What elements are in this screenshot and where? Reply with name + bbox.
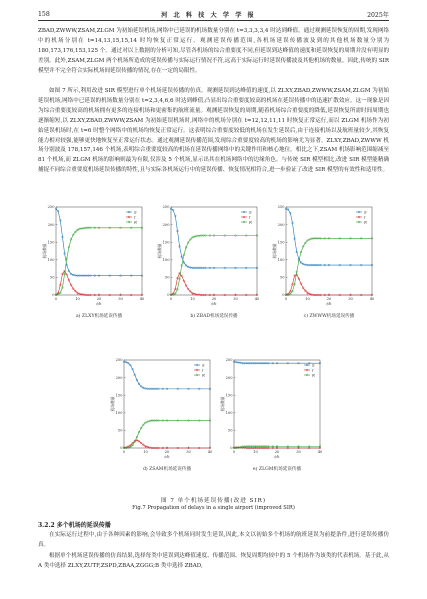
chart-panel-d bbox=[108, 356, 218, 484]
body-paragraph-1: ZBAD,ZWWW,ZSAM,ZLGM 为初始延误机场,网络中已延误的机场数量分别在 t=3,3,3,3,4 时达到峰值。通过观测延误恢复的周期,发现网络中的机场分别在 t=14,13,15,15,14 时均恢复正常运行。观测延误传播范围,各机场延误传播波及到的其他机场数量分别为 180,173,176,153,125 个。通过对以上数据的分析可知,尽管各机场的综合重要度不同,但延误到达峰值的速度和延误恢复的周期并没有明显的差别。此外,ZSAM,ZLGM 两个机场所造成的延误传播与实际运行情况不符,远高于实际运行时延误传播波及其他机场的数量。因此,传统的 SIR 模型并不完全符合实际机场间延误传播的情况,存在一定的局限性。 bbox=[38, 28, 389, 74]
legend-entry: S bbox=[312, 362, 315, 368]
y-tick-label: 200 bbox=[162, 222, 170, 227]
y-axis-label: 机场数量 bbox=[272, 243, 277, 259]
series-line-R bbox=[171, 236, 257, 295]
y-tick-label: 200 bbox=[47, 222, 55, 227]
legend-entry: I bbox=[134, 214, 136, 220]
figure-caption-cn: 图 7 单个机场延误传播(改进 SIR) bbox=[160, 498, 267, 504]
series-line-S bbox=[234, 362, 320, 363]
series-line-I bbox=[171, 273, 257, 295]
legend-entry: S bbox=[364, 209, 367, 215]
y-tick-label: 250 bbox=[162, 205, 170, 210]
journal-year: 2025年 bbox=[367, 11, 389, 19]
y-tick-label: 50 bbox=[117, 428, 123, 433]
chart-panel-e bbox=[218, 356, 328, 484]
y-tick-label: 100 bbox=[225, 411, 233, 415]
x-tick-label: 20 bbox=[96, 297, 102, 301]
legend-entry: S bbox=[249, 209, 252, 215]
legend-entry: S bbox=[134, 209, 137, 215]
y-tick-label: 150 bbox=[162, 240, 170, 245]
y-tick-label: 50 bbox=[227, 428, 233, 433]
chart-svg-a bbox=[40, 203, 150, 331]
y-tick-label: 0 bbox=[120, 446, 123, 451]
chart-panel-a bbox=[40, 203, 150, 331]
series-line-R bbox=[286, 238, 372, 295]
x-tick-label: 0 bbox=[232, 450, 236, 454]
sub-caption: c) ZWWW机场延误传播 bbox=[303, 314, 355, 319]
x-tick-label: 0 bbox=[122, 450, 126, 454]
y-tick-label: 250 bbox=[225, 358, 233, 363]
x-axis-label: t/h bbox=[326, 301, 332, 306]
y-axis-label: 机场数量 bbox=[157, 243, 162, 259]
x-axis-label: t/h bbox=[96, 301, 102, 306]
x-tick-label: 10 bbox=[253, 450, 258, 454]
series-line-R bbox=[56, 228, 142, 295]
chart-svg-e bbox=[218, 356, 328, 484]
header-rule bbox=[38, 20, 389, 21]
x-tick-label: 30 bbox=[118, 297, 123, 301]
legend-entry: R bbox=[364, 219, 367, 225]
x-tick-label: 30 bbox=[186, 450, 191, 454]
y-tick-label: 50 bbox=[49, 275, 55, 280]
section-heading: 3.2.2 多个机场的延误传播 bbox=[38, 522, 111, 529]
x-tick-label: 10 bbox=[305, 297, 310, 301]
legend-entry: I bbox=[312, 367, 314, 373]
legend-entry: R bbox=[312, 372, 315, 378]
plot-frame bbox=[124, 360, 210, 448]
x-tick-label: 10 bbox=[75, 297, 80, 301]
legend-entry: R bbox=[134, 219, 137, 225]
y-tick-label: 150 bbox=[47, 240, 55, 245]
y-tick-label: 250 bbox=[277, 205, 285, 210]
x-tick-label: 10 bbox=[190, 297, 195, 301]
plot-frame bbox=[56, 207, 142, 295]
x-tick-label: 40 bbox=[207, 450, 213, 454]
x-tick-label: 30 bbox=[296, 450, 301, 454]
plot-frame bbox=[286, 207, 372, 295]
chart-panel-b bbox=[155, 203, 265, 331]
running-header bbox=[38, 9, 389, 19]
x-tick-label: 30 bbox=[348, 297, 353, 301]
y-axis-label: 机场数量 bbox=[110, 396, 115, 412]
sub-caption: e) ZLGM机场延误传播 bbox=[252, 467, 302, 472]
figure-caption-en: Fig.7 Propagation of delays in a single airport (improved SIR) bbox=[132, 505, 295, 511]
chart-svg-c bbox=[270, 203, 380, 331]
legend-entry: S bbox=[202, 362, 205, 368]
sub-caption: a) ZLXY机场延误传播 bbox=[75, 314, 123, 319]
y-tick-label: 150 bbox=[277, 240, 285, 245]
chart-svg-b bbox=[155, 203, 265, 331]
x-axis-label: t/h bbox=[164, 454, 170, 459]
y-tick-label: 0 bbox=[167, 293, 170, 298]
body-paragraph-3: 在实际运行过程中,由于各种因素的影响,会导致多个机场同时发生延误,因此,本文以初始多个机场的航班延误为前提条件,进行延误传播仿真。 bbox=[38, 532, 389, 548]
x-tick-label: 40 bbox=[139, 297, 145, 301]
legend-entry: I bbox=[364, 214, 366, 220]
x-tick-label: 40 bbox=[254, 297, 260, 301]
y-tick-label: 200 bbox=[277, 222, 285, 227]
series-line-S bbox=[56, 209, 142, 276]
x-axis-label: t/h bbox=[274, 454, 280, 459]
body-paragraph-2: 如图 7 所示,利用改进 SIR 模型进行单个机场延误传播的仿真。观测延误到达峰值的速度,以 ZLXY,ZBAD,ZWWW,ZSAM,ZLGM 为初始延误机场,网络中已延误的机场数量分别在 t=2,3,4,6,6 时达到峰值,凸显出综合重要度较高的机场在延误传播中的迅速扩散效应。这一现象是因为综合重要度较高的机场拥有更多的连接机场和更密集的航班流量。观测延误恢复的周期,随着机场综合重要度的降低,延误恢复所需时间周期也逐渐缩短,以 ZLXY,ZBAD,ZWWW,ZSAM 为初始延误机场时,网络中的机场分别在 t=12,12,11,11 时恢复正常运行,而以 ZLGM 机场作为初始延误机场时,在 t=6 时整个网络中的机场均恢复正常运行。这表明综合重要度较低的机场在发生延误后,由于连接机场以及航班量较少,其恢复能力相对较强,能够更快地恢复至正常运行状态。通过观测延误传播范围,发现综合重要度较高的机场的影响尤为显著。ZLXY,ZBAD,ZWWW 机场分别波及 178,157,146 个机场,表明综合重要度较高的机场在延误传播网络中的关键作用和核心地位。相比之下,ZSAM 机场影响范围缩减至 81 个机场,而 ZLGM 机场的影响则最为有限,仅涉及 5 个机场,显示出其在机场网络中的边缘角色。与传统 SIR 模型相比,改进 SIR 模型能精确捕捉不同综合重要度机场延误传播的特性,且与实际各机场运行中的延误传播、恢复情况相符合,进一步验证了改进 SIR 模型的有效性和适用性。 bbox=[38, 88, 389, 174]
x-tick-label: 40 bbox=[369, 297, 375, 301]
x-tick-label: 20 bbox=[326, 297, 332, 301]
y-tick-label: 100 bbox=[47, 258, 55, 262]
y-axis-label: 机场数量 bbox=[42, 243, 47, 259]
plot-frame bbox=[234, 360, 320, 448]
y-tick-label: 0 bbox=[282, 293, 285, 298]
y-tick-label: 250 bbox=[47, 205, 55, 210]
y-tick-label: 50 bbox=[164, 275, 170, 280]
body-paragraph-4: 根据单个机场延误传播的仿真结果,选择每类中延误到达峰值速度、传播范围、恢复周期均较中的 5 个机场作为该类的代表机场。基于此,从 A 类中选择 ZLXY,ZUTF,ZSPD,ZBAA,ZGGG;B 类中选择 ZBAD, bbox=[38, 553, 389, 569]
series-line-S bbox=[171, 209, 257, 268]
x-tick-label: 30 bbox=[233, 297, 238, 301]
y-tick-label: 100 bbox=[277, 258, 285, 262]
x-tick-label: 0 bbox=[169, 297, 173, 301]
x-tick-label: 40 bbox=[317, 450, 323, 454]
x-tick-label: 20 bbox=[274, 450, 280, 454]
y-tick-label: 100 bbox=[115, 411, 123, 415]
chart-panel-c bbox=[270, 203, 380, 331]
legend-entry: I bbox=[249, 214, 251, 220]
y-tick-label: 0 bbox=[52, 293, 55, 298]
x-tick-label: 10 bbox=[143, 450, 148, 454]
x-axis-label: t/h bbox=[211, 301, 217, 306]
y-tick-label: 100 bbox=[162, 258, 170, 262]
x-tick-label: 20 bbox=[164, 450, 170, 454]
sub-caption: b) ZBAD机场延误传播 bbox=[190, 314, 238, 319]
y-tick-label: 200 bbox=[115, 375, 123, 380]
series-line-R bbox=[124, 421, 210, 448]
chart-svg-d bbox=[108, 356, 218, 484]
page-number: 158 bbox=[38, 10, 50, 18]
x-tick-label: 0 bbox=[284, 297, 288, 301]
journal-title: 河 北 科 技 大 学 学 报 bbox=[161, 11, 256, 19]
y-tick-label: 250 bbox=[115, 358, 123, 363]
x-tick-label: 20 bbox=[211, 297, 217, 301]
y-axis-label: 机场数量 bbox=[220, 396, 225, 412]
y-tick-label: 150 bbox=[115, 393, 123, 398]
x-tick-label: 0 bbox=[54, 297, 58, 301]
sub-caption: d) ZSAM机场延误传播 bbox=[142, 467, 192, 472]
series-line-I bbox=[286, 275, 372, 295]
y-tick-label: 50 bbox=[279, 275, 285, 280]
y-tick-label: 200 bbox=[225, 375, 233, 380]
legend-entry: I bbox=[202, 367, 204, 373]
legend-entry: R bbox=[249, 219, 252, 225]
y-tick-label: 0 bbox=[230, 446, 233, 451]
y-tick-label: 150 bbox=[225, 393, 233, 398]
legend-entry: R bbox=[202, 372, 205, 378]
